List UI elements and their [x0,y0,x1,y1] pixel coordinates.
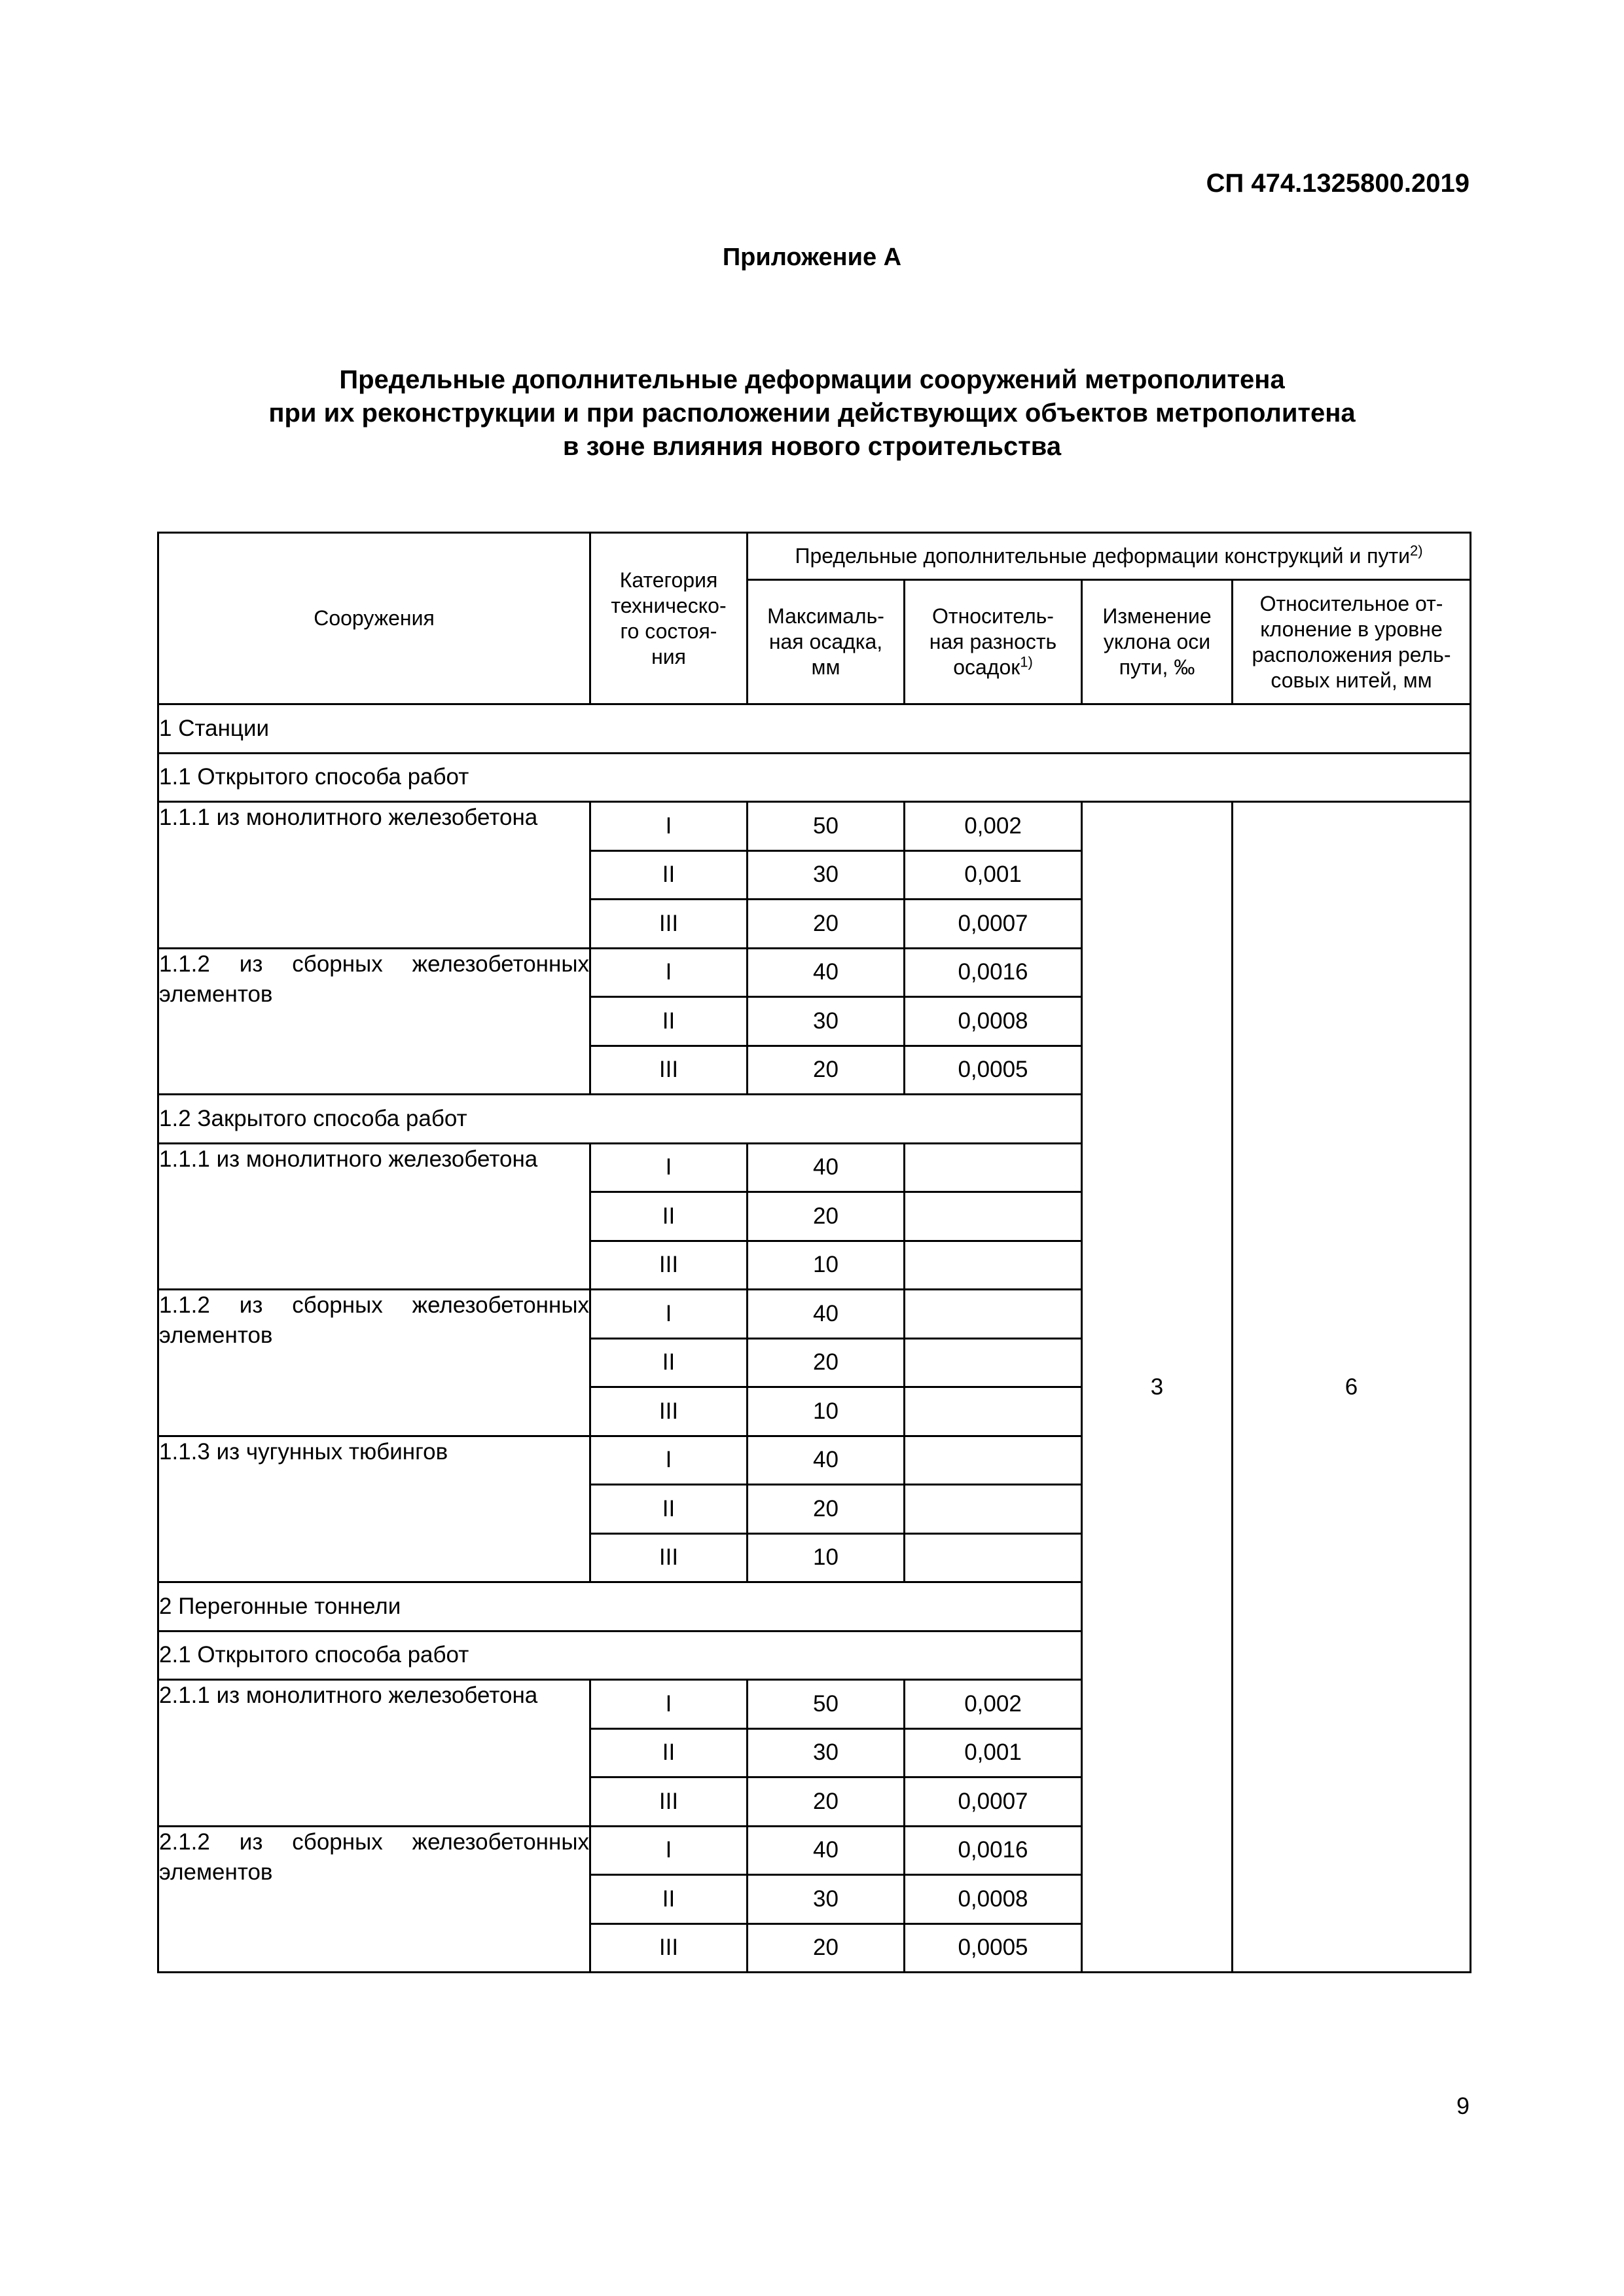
max-settlement-cell: 30 [748,1728,905,1777]
title-line: при их реконструкции и при расположении действующих объектов метрополитена [268,399,1356,428]
max-settlement-cell: 20 [748,1923,905,1973]
category-cell: I [590,1143,748,1192]
category-cell: I [590,802,748,851]
relative-difference-cell: 0,0016 [905,1826,1082,1875]
rail-deviation-value: 6 [1233,802,1471,1973]
category-cell: II [590,1485,748,1534]
category-cell: I [590,1680,748,1729]
max-settlement-cell: 40 [748,1826,905,1875]
category-cell: II [590,1338,748,1387]
col-header-slope-change: Изменение уклона оси пути, ‰ [1082,580,1233,704]
group-label: 1.1.1 из монолитного железобетона [158,1143,590,1290]
category-cell: I [590,948,748,997]
category-cell: II [590,997,748,1046]
relative-difference-cell: 0,0007 [905,1777,1082,1827]
relative-difference-cell: 0,0008 [905,997,1082,1046]
col-header-max-settlement: Максималь- ная осадка, мм [748,580,905,704]
col-header-category: Категория техническо- го состоя- ния [590,533,748,704]
group-label: 1.1.2 из сборных железобетонных элементов [158,1290,590,1436]
deformation-table [157,532,1471,1973]
max-settlement-cell: 10 [748,1387,905,1436]
relative-difference-cell: 0,001 [905,850,1082,900]
max-settlement-cell: 40 [748,1143,905,1192]
category-cell: III [590,1777,748,1827]
category-cell: I [590,1290,748,1339]
max-settlement-cell: 40 [748,1436,905,1485]
relative-difference-cell: 0,0005 [905,1923,1082,1973]
document-number: СП 474.1325800.2019 [1206,169,1470,198]
relative-difference-cell: 0,0016 [905,948,1082,997]
relative-difference-cell [905,1143,1082,1192]
category-cell: II [590,850,748,900]
section-row [158,753,1471,802]
relative-difference-cell [905,1387,1082,1436]
section-row [158,704,1471,754]
col-header-rail-deviation: Относительное от- клонение в уровне расположения рель- совых нитей, мм [1233,580,1471,704]
category-cell: II [590,1192,748,1241]
page-number: 9 [1456,2092,1470,2119]
category-cell: III [590,1046,748,1095]
section-label: 1.2 Закрытого способа работ [158,1095,1082,1144]
section-label: 2.1 Открытого способа работ [158,1631,1082,1680]
relative-difference-cell: 0,001 [905,1728,1082,1777]
max-settlement-cell: 20 [748,1192,905,1241]
table-row [158,802,1471,851]
title-line: в зоне влияния нового строительства [562,432,1062,461]
category-cell: II [590,1875,748,1924]
category-cell: III [590,1923,748,1973]
max-settlement-cell: 30 [748,1875,905,1924]
max-settlement-cell: 10 [748,1533,905,1582]
max-settlement-cell: 20 [748,1338,905,1387]
relative-difference-cell: 0,002 [905,802,1082,851]
section-label: 1.1 Открытого способа работ [158,753,1471,802]
relative-difference-cell [905,1485,1082,1534]
category-cell: III [590,1387,748,1436]
group-label: 2.1.1 из монолитного железобетона [158,1680,590,1827]
max-settlement-cell: 20 [748,1485,905,1534]
category-cell: I [590,1826,748,1875]
title-line: Предельные дополнительные деформации сооружений метрополитена [339,365,1285,394]
category-cell: II [590,1728,748,1777]
relative-difference-cell: 0,002 [905,1680,1082,1729]
relative-difference-cell [905,1290,1082,1339]
slope-change-value: 3 [1082,802,1233,1973]
col-header-structures: Сооружения [158,533,590,704]
group-label: 1.1.3 из чугунных тюбингов [158,1436,590,1582]
max-settlement-cell: 30 [748,997,905,1046]
relative-difference-cell: 0,0008 [905,1875,1082,1924]
max-settlement-cell: 40 [748,948,905,997]
relative-difference-cell [905,1241,1082,1290]
max-settlement-cell: 40 [748,1290,905,1339]
category-cell: III [590,900,748,949]
appendix-heading: Приложение А [722,244,902,271]
section-label: 2 Перегонные тоннели [158,1582,1082,1631]
max-settlement-cell: 50 [748,1680,905,1729]
relative-difference-cell: 0,0007 [905,900,1082,949]
category-cell: III [590,1533,748,1582]
category-cell: III [590,1241,748,1290]
relative-difference-cell: 0,0005 [905,1046,1082,1095]
col-header-relative-difference: Относитель- ная разность осадок$^{1)}$ [905,580,1082,704]
group-label: 1.1.1 из монолитного железобетона [158,802,590,949]
max-settlement-cell: 30 [748,850,905,900]
max-settlement-cell: 20 [748,900,905,949]
max-settlement-cell: 20 [748,1046,905,1095]
relative-difference-cell [905,1338,1082,1387]
category-cell: I [590,1436,748,1485]
relative-difference-cell [905,1192,1082,1241]
max-settlement-cell: 10 [748,1241,905,1290]
max-settlement-cell: 50 [748,802,905,851]
relative-difference-cell [905,1533,1082,1582]
max-settlement-cell: 20 [748,1777,905,1827]
col-header-group: Предельные дополнительные деформации конструкций и пути$^{2)}$ [748,533,1471,580]
section-label: 1 Станции [158,704,1471,754]
group-label: 1.1.2 из сборных железобетонных элементов [158,948,590,1095]
page-title [0,363,1624,464]
relative-difference-cell [905,1436,1082,1485]
group-label: 2.1.2 из сборных железобетонных элементов [158,1826,590,1973]
header-row [158,533,1471,580]
